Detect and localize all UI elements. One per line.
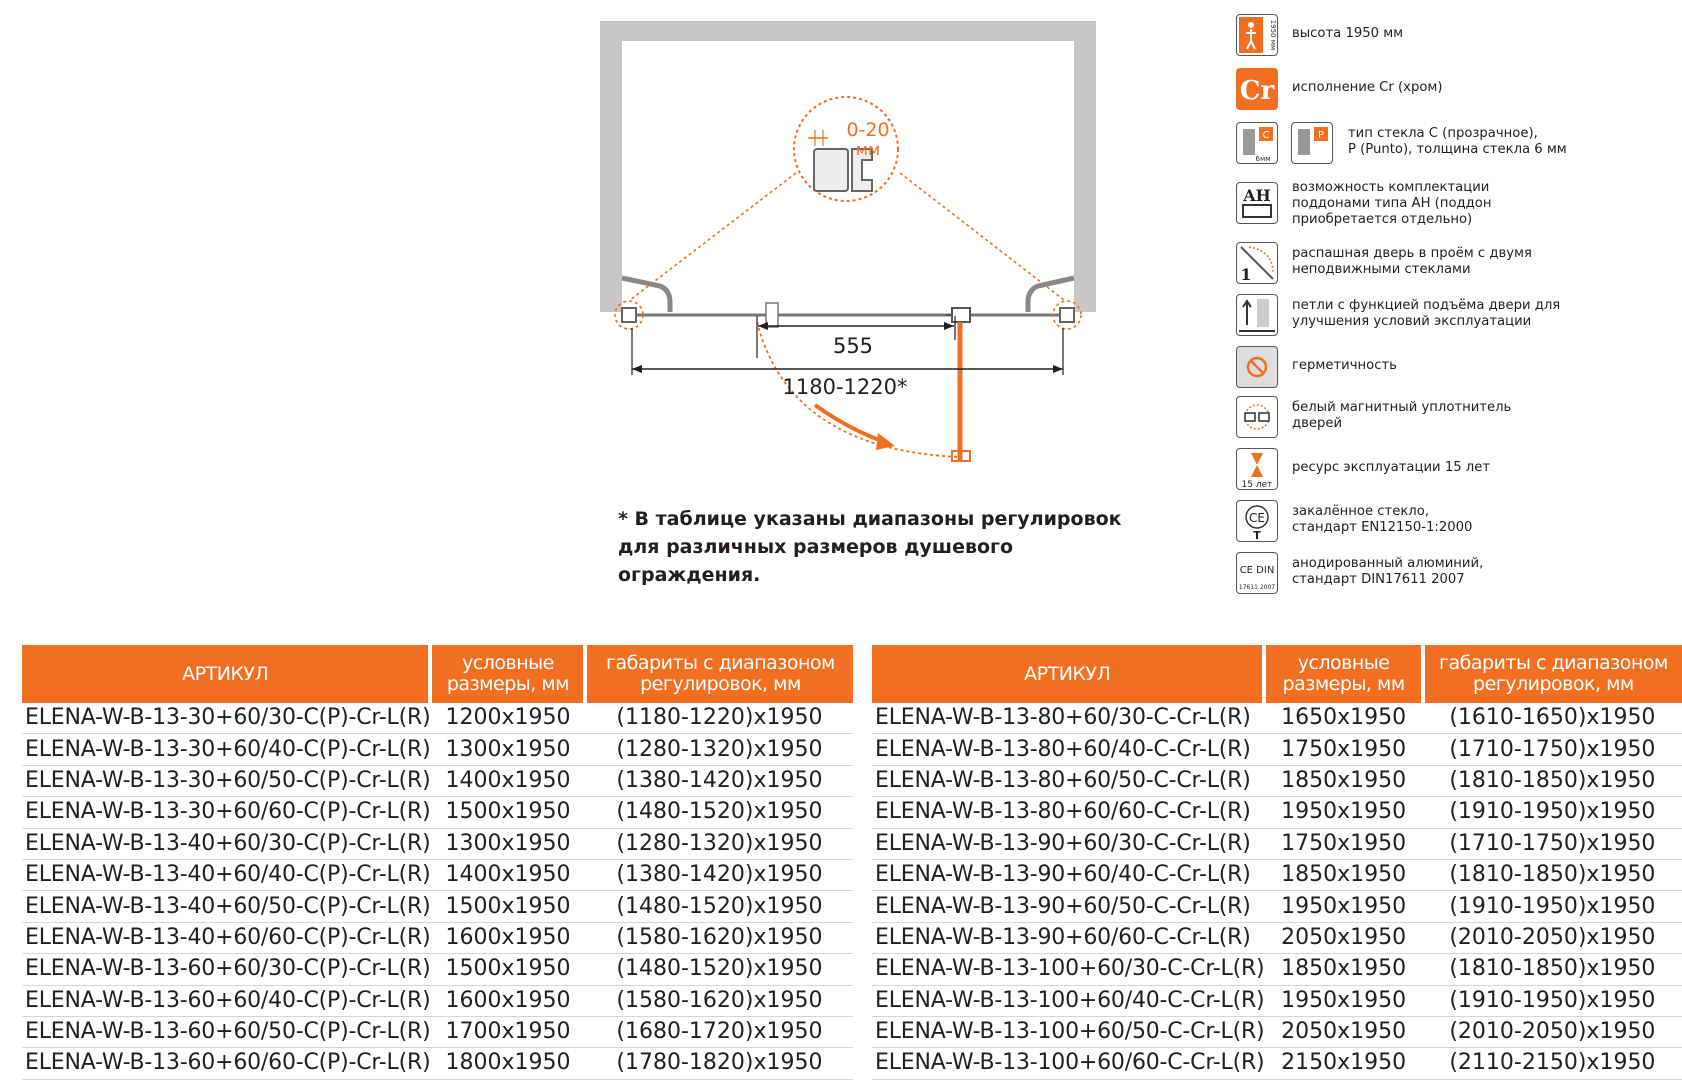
overall-width-arrow-right <box>1053 365 1063 373</box>
feature-text: высота 1950 мм <box>1292 26 1404 41</box>
lifetime-icon <box>1236 448 1278 490</box>
cell-dimensions: (1710-1750)x1950 <box>1423 828 1682 859</box>
table-row <box>22 1016 853 1047</box>
cell-article: ELENA-W-B-13-90+60/30-C-Cr-L(R) <box>872 828 1264 859</box>
swing-door-icon <box>1236 242 1278 284</box>
cell-article: ELENA-W-B-13-80+60/50-C-Cr-L(R) <box>872 765 1264 796</box>
magnetic-seal-icon <box>1236 396 1278 438</box>
overall-width-arrow-left <box>632 365 642 373</box>
glass-icon-thickness: 6мм <box>1255 155 1271 163</box>
cell-nominal-size: 1600x1950 <box>430 922 585 953</box>
cell-article: ELENA-W-B-13-60+60/30-C(P)-Cr-L(R) <box>22 954 430 985</box>
header-dimensions: габариты с диапазоном регулировок, мм <box>1423 645 1682 703</box>
cell-article: ELENA-W-B-13-40+60/40-C(P)-Cr-L(R) <box>22 859 430 890</box>
cell-article: ELENA-W-B-13-90+60/50-C-Cr-L(R) <box>872 891 1264 922</box>
feature-text: белый магнитный уплотнитель дверей <box>1292 400 1512 431</box>
feature-lifetime <box>1236 446 1676 496</box>
cell-dimensions: (1480-1520)x1950 <box>585 797 853 828</box>
cell-dimensions: (1810-1850)x1950 <box>1423 954 1682 985</box>
table-row <box>22 828 853 859</box>
glass-type-icon <box>1236 122 1278 164</box>
header-article: АРТИКУЛ <box>872 645 1264 703</box>
table-row <box>872 859 1682 890</box>
cell-dimensions: (2010-2050)x1950 <box>1423 1016 1682 1047</box>
cell-article: ELENA-W-B-13-40+60/30-C(P)-Cr-L(R) <box>22 828 430 859</box>
cell-dimensions: (1380-1420)x1950 <box>585 859 853 890</box>
adjustment-note: * В таблице указаны диапазоны регулировок для различных размеров душевого ограждения. <box>618 508 1122 586</box>
feature-text: исполнение Cr (хром) <box>1292 80 1443 95</box>
height-icon <box>1236 14 1278 56</box>
cell-dimensions: (1280-1320)x1950 <box>585 734 853 765</box>
cell-article: ELENA-W-B-13-60+60/50-C(P)-Cr-L(R) <box>22 1016 430 1047</box>
cell-article: ELENA-W-B-13-30+60/30-C(P)-Cr-L(R) <box>22 703 430 734</box>
cell-dimensions: (1710-1750)x1950 <box>1423 734 1682 765</box>
cell-nominal-size: 2150x1950 <box>1264 1048 1422 1079</box>
feature-swing-door <box>1236 240 1676 290</box>
table-header-row <box>872 645 1682 703</box>
feature-glass-type <box>1236 120 1676 170</box>
header-nominal-size: условные размеры, мм <box>1264 645 1422 703</box>
support-arm-right <box>1028 278 1074 312</box>
feature-text: ресурс эксплуатации 15 лет <box>1292 460 1491 475</box>
overall-width-label: 1180-1220* <box>782 375 908 399</box>
table-body-left <box>22 703 853 1079</box>
article-table-right <box>872 645 1682 1080</box>
cell-dimensions: (1380-1420)x1950 <box>585 765 853 796</box>
cell-dimensions: (2110-2150)x1950 <box>1423 1048 1682 1079</box>
table-row <box>22 765 853 796</box>
table-row <box>22 734 853 765</box>
feature-tray <box>1236 180 1676 230</box>
header-nominal-size: условные размеры, мм <box>430 645 585 703</box>
cell-article: ELENA-W-B-13-80+60/60-C-Cr-L(R) <box>872 797 1264 828</box>
cell-nominal-size: 1750x1950 <box>1264 734 1422 765</box>
cell-nominal-size: 1950x1950 <box>1264 985 1422 1016</box>
cell-nominal-size: 1850x1950 <box>1264 765 1422 796</box>
door-hinge <box>946 308 970 322</box>
table-row <box>872 828 1682 859</box>
table-row <box>872 1016 1682 1047</box>
cell-article: ELENA-W-B-13-100+60/30-C-Cr-L(R) <box>872 954 1264 985</box>
cell-nominal-size: 1850x1950 <box>1264 954 1422 985</box>
table-row <box>22 797 853 828</box>
cell-nominal-size: 1950x1950 <box>1264 891 1422 922</box>
table-row <box>872 734 1682 765</box>
cell-dimensions: (1580-1620)x1950 <box>585 985 853 1016</box>
feature-text: закалённое стекло, стандарт EN12150-1:2000 <box>1292 504 1473 535</box>
cell-article: ELENA-W-B-13-40+60/60-C(P)-Cr-L(R) <box>22 922 430 953</box>
detail-gap-label: 0-20 <box>846 119 890 141</box>
door-width-label: 555 <box>832 334 874 358</box>
table-row <box>872 703 1682 734</box>
swing-door-icon-text: 1 <box>1240 265 1252 283</box>
cell-nominal-size: 1800x1950 <box>430 1048 585 1079</box>
feature-sealing <box>1236 344 1676 394</box>
cell-nominal-size: 1950x1950 <box>1264 797 1422 828</box>
feature-text: петли с функцией подъёма двери для улучшения условий эксплуатации <box>1292 298 1561 329</box>
header-dimensions: габариты с диапазоном регулировок, мм <box>585 645 853 703</box>
cell-article: ELENA-W-B-13-100+60/50-C-Cr-L(R) <box>872 1016 1264 1047</box>
chrome-icon <box>1236 68 1278 110</box>
cell-article: ELENA-W-B-13-30+60/50-C(P)-Cr-L(R) <box>22 765 430 796</box>
table-row <box>872 985 1682 1016</box>
feature-anodized <box>1236 550 1676 600</box>
table-row <box>872 954 1682 985</box>
callout-line-left <box>630 173 796 300</box>
table-row <box>872 1048 1682 1079</box>
cell-dimensions: (2010-2050)x1950 <box>1423 922 1682 953</box>
sealing-icon <box>1236 346 1278 388</box>
anodized-icon-text: CE DIN <box>1239 565 1275 576</box>
feature-text: распашная дверь в проём с двумя неподвижными стеклами <box>1292 246 1532 277</box>
cell-dimensions: (1910-1950)x1950 <box>1423 891 1682 922</box>
table-header-row <box>22 645 853 703</box>
cell-dimensions: (1580-1620)x1950 <box>585 922 853 953</box>
cell-dimensions: (1610-1650)x1950 <box>1423 703 1682 734</box>
cell-article: ELENA-W-B-13-30+60/60-C(P)-Cr-L(R) <box>22 797 430 828</box>
cell-dimensions: (1910-1950)x1950 <box>1423 797 1682 828</box>
glass-type-punto-icon <box>1291 122 1333 164</box>
table-body-right <box>872 703 1682 1079</box>
cell-article: ELENA-W-B-13-90+60/60-C-Cr-L(R) <box>872 922 1264 953</box>
cell-nominal-size: 1700x1950 <box>430 1016 585 1047</box>
cell-article: ELENA-W-B-13-90+60/40-C-Cr-L(R) <box>872 859 1264 890</box>
cell-dimensions: (1810-1850)x1950 <box>1423 859 1682 890</box>
tray-icon-text: AH <box>1243 186 1271 205</box>
cell-article: ELENA-W-B-13-60+60/40-C(P)-Cr-L(R) <box>22 985 430 1016</box>
anodized-icon-sub: 17611 2007 <box>1238 584 1276 591</box>
table-row <box>22 985 853 1016</box>
glass-icon-letter-p: P <box>1317 130 1325 141</box>
hinge-lift-icon <box>1236 294 1278 336</box>
table-row <box>22 1048 853 1079</box>
support-arm-left <box>622 278 670 312</box>
swing-direction-arrow <box>815 405 885 442</box>
cell-nominal-size: 1300x1950 <box>430 828 585 859</box>
header-article: АРТИКУЛ <box>22 645 430 703</box>
cell-nominal-size: 1300x1950 <box>430 734 585 765</box>
cell-dimensions: (1680-1720)x1950 <box>585 1016 853 1047</box>
cell-article: ELENA-W-B-13-100+60/60-C-Cr-L(R) <box>872 1048 1264 1079</box>
feature-text: возможность комплектации поддонами типа AH (поддон приобретается отдельно) <box>1292 180 1492 227</box>
cell-nominal-size: 1500x1950 <box>430 891 585 922</box>
cell-nominal-size: 1200x1950 <box>430 703 585 734</box>
lifetime-icon-text: 15 лет <box>1241 480 1273 489</box>
door-width-arrow-right <box>944 322 954 330</box>
article-table-left <box>22 645 853 1080</box>
feature-chrome <box>1236 66 1676 116</box>
cell-nominal-size: 1400x1950 <box>430 859 585 890</box>
cell-article: ELENA-W-B-13-80+60/30-C-Cr-L(R) <box>872 703 1264 734</box>
table-row <box>872 922 1682 953</box>
tray-icon <box>1236 182 1278 224</box>
cell-nominal-size: 2050x1950 <box>1264 922 1422 953</box>
detail-unit-label: мм <box>855 140 881 159</box>
cell-nominal-size: 1500x1950 <box>430 954 585 985</box>
cell-nominal-size: 1400x1950 <box>430 765 585 796</box>
feature-hinge-lift <box>1236 292 1676 342</box>
table-row <box>22 891 853 922</box>
feature-height <box>1236 12 1676 62</box>
feature-tempered-glass <box>1236 498 1676 548</box>
table-row <box>22 922 853 953</box>
table-row <box>872 891 1682 922</box>
cell-nominal-size: 1650x1950 <box>1264 703 1422 734</box>
anodized-icon <box>1236 552 1278 594</box>
tempered-icon-text: CE <box>1249 511 1265 525</box>
cell-nominal-size: 1850x1950 <box>1264 859 1422 890</box>
cell-article: ELENA-W-B-13-100+60/40-C-Cr-L(R) <box>872 985 1264 1016</box>
feature-magnetic-seal <box>1236 394 1676 444</box>
table-row <box>872 765 1682 796</box>
table-row <box>22 703 853 734</box>
cell-dimensions: (1480-1520)x1950 <box>585 891 853 922</box>
table-row <box>22 954 853 985</box>
tempered-glass-icon <box>1236 500 1278 542</box>
cell-dimensions: (1910-1950)x1950 <box>1423 985 1682 1016</box>
cell-article: ELENA-W-B-13-60+60/60-C(P)-Cr-L(R) <box>22 1048 430 1079</box>
feature-text: тип стекла C (прозрачное), P (Punto), толщина стекла 6 мм <box>1348 126 1567 157</box>
cell-dimensions: (1180-1220)x1950 <box>585 703 853 734</box>
table-row <box>22 859 853 890</box>
wall-profile-left <box>622 308 636 322</box>
cell-dimensions: (1480-1520)x1950 <box>585 954 853 985</box>
cell-nominal-size: 1500x1950 <box>430 797 585 828</box>
swing-arrow-head <box>876 433 895 450</box>
feature-text: анодированный алюминий, стандарт DIN17611 2007 <box>1292 556 1484 587</box>
cell-article: ELENA-W-B-13-40+60/50-C(P)-Cr-L(R) <box>22 891 430 922</box>
cell-nominal-size: 2050x1950 <box>1264 1016 1422 1047</box>
cell-article: ELENA-W-B-13-80+60/40-C-Cr-L(R) <box>872 734 1264 765</box>
height-icon-text: 1950 мм <box>1269 19 1277 51</box>
table-row <box>872 797 1682 828</box>
wall-profile-right <box>1060 308 1074 322</box>
callout-line-right <box>900 173 1064 300</box>
feature-text: герметичность <box>1292 358 1397 373</box>
tempered-icon-sub: T <box>1253 529 1261 541</box>
shower-plan-diagram <box>600 10 1120 470</box>
cell-dimensions: (1810-1850)x1950 <box>1423 765 1682 796</box>
cell-nominal-size: 1600x1950 <box>430 985 585 1016</box>
cell-dimensions: (1280-1320)x1950 <box>585 828 853 859</box>
chrome-icon-text: Cr <box>1239 76 1275 106</box>
glass-icon-letter: C <box>1262 130 1270 141</box>
cell-article: ELENA-W-B-13-30+60/40-C(P)-Cr-L(R) <box>22 734 430 765</box>
cell-nominal-size: 1750x1950 <box>1264 828 1422 859</box>
cell-dimensions: (1780-1820)x1950 <box>585 1048 853 1079</box>
